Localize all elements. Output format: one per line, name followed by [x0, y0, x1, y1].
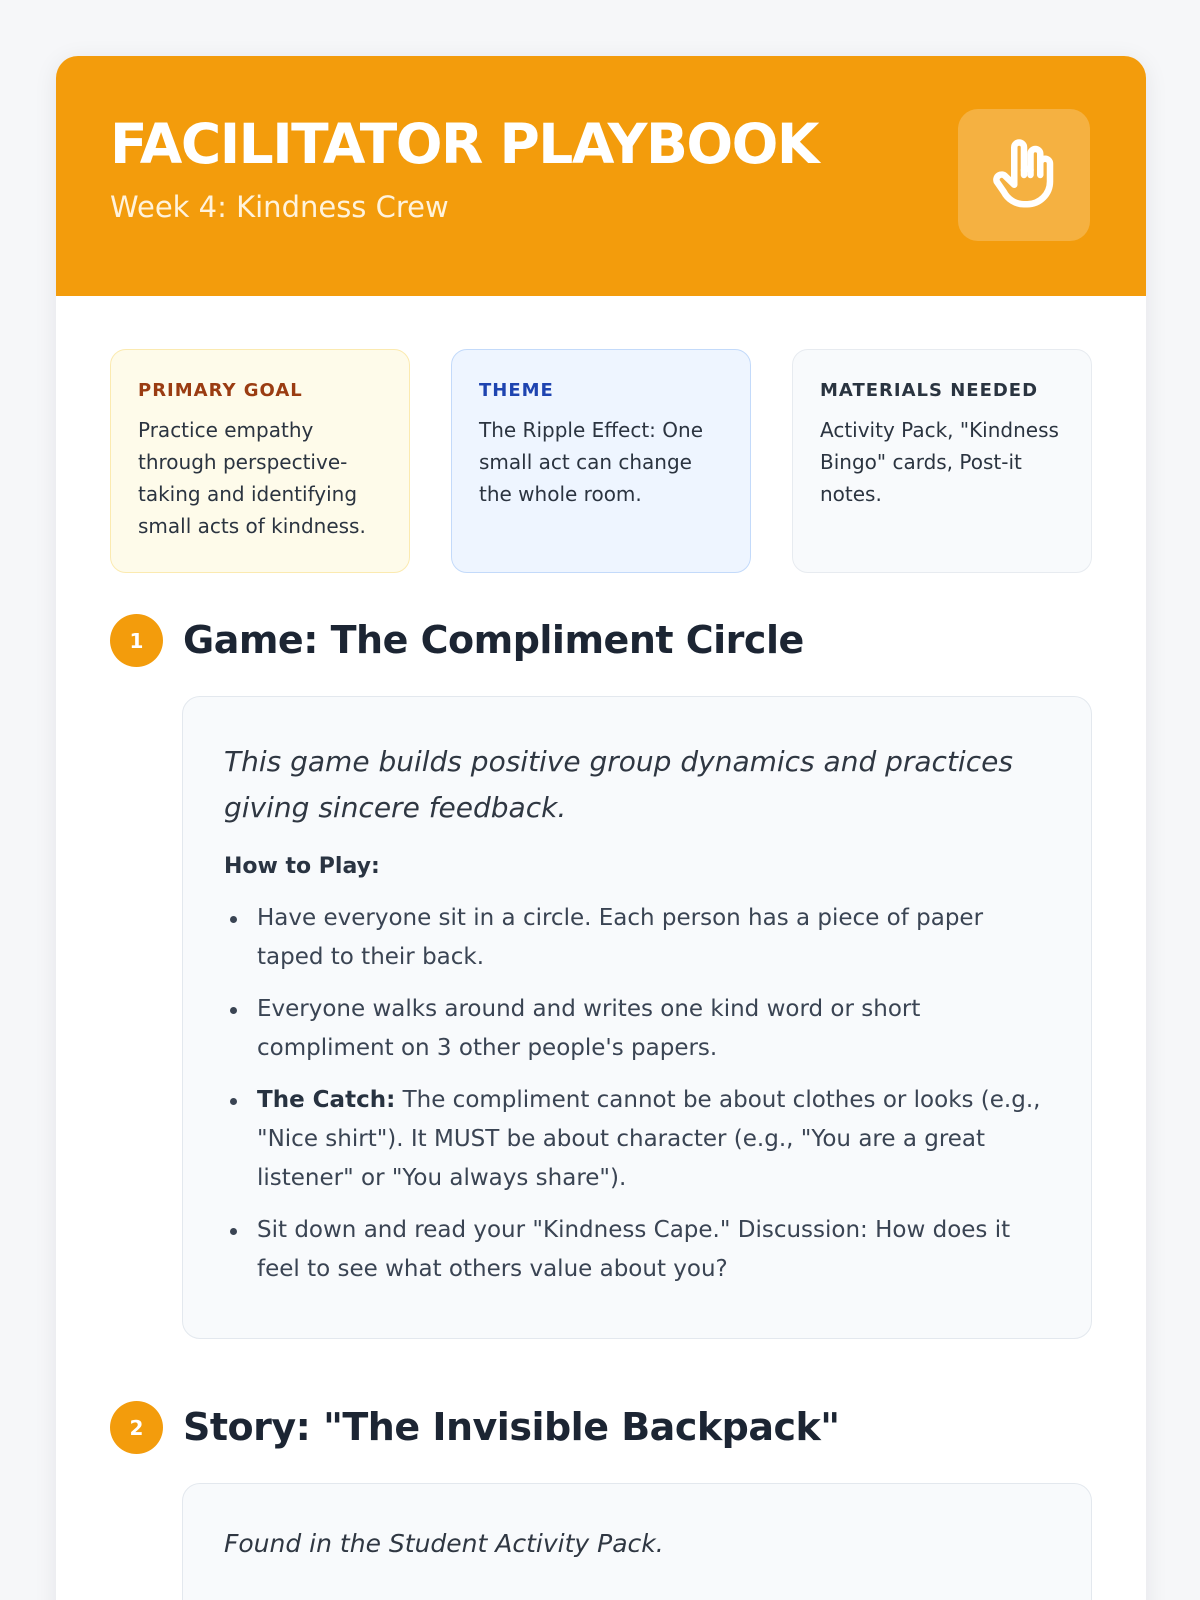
section-2-content: [182, 1483, 1092, 1600]
materials-card: [792, 349, 1092, 573]
info-card-text: Practice empathy through perspective-taking and identifying small acts of kindness.: [138, 418, 366, 538]
info-card-label: MATERIALS NEEDED: [820, 380, 1039, 401]
step-text: The compliment cannot be about clothes or looks (e.g., "Nice shirt"). It MUST be about character (e.g., "You are a great listener" or "You always share").: [257, 1087, 1041, 1191]
step-text: Everyone walks around and writes one kind word or short compliment on 3 other people's papers.: [257, 996, 921, 1061]
section-2-heading: [110, 1400, 1092, 1454]
section-intro: Found in the Student Activity Pack.: [224, 1529, 664, 1558]
section-intro: This game builds positive group dynamics and practices giving sincere feedback.: [224, 745, 1013, 824]
info-card-text: Activity Pack, "Kindness Bingo" cards, Post-it notes.: [820, 418, 1059, 506]
section-title: Game: The Compliment Circle: [183, 618, 804, 662]
playbook-card: [56, 56, 1146, 1600]
list-item: [224, 899, 1051, 977]
info-card-label: PRIMARY GOAL: [138, 380, 303, 401]
info-card-label: THEME: [479, 380, 554, 401]
page-title: FACILITATOR PLAYBOOK: [110, 112, 819, 176]
section-1-content: [182, 696, 1092, 1339]
info-card-text: The Ripple Effect: One small act can change the whole room.: [479, 418, 703, 506]
hand-rock-on-icon: [985, 136, 1063, 214]
section-title: Story: "The Invisible Backpack": [183, 1405, 840, 1449]
list-item: [224, 1081, 1051, 1198]
list-item: [224, 1211, 1051, 1289]
primary-goal-card: [110, 349, 410, 573]
step-text: Sit down and read your "Kindness Cape." Discussion: How does it feel to see what others value about you?: [257, 1217, 1011, 1282]
page-subtitle: Week 4: Kindness Crew: [110, 190, 449, 224]
list-item: [224, 990, 1051, 1068]
step-number-badge: 2: [110, 1401, 163, 1454]
steps-list: [224, 899, 1051, 1289]
step-number-badge: 1: [110, 614, 163, 667]
info-cards-row: [110, 349, 1092, 573]
step-text: Have everyone sit in a circle. Each person has a piece of paper taped to their back.: [257, 905, 984, 970]
section-1-heading: [110, 613, 1092, 667]
header-icon-box: [958, 109, 1090, 241]
how-to-play-label: How to Play:: [224, 854, 380, 879]
header-banner: [56, 56, 1146, 296]
theme-card: [451, 349, 751, 573]
step-lead: The Catch:: [257, 1087, 396, 1113]
